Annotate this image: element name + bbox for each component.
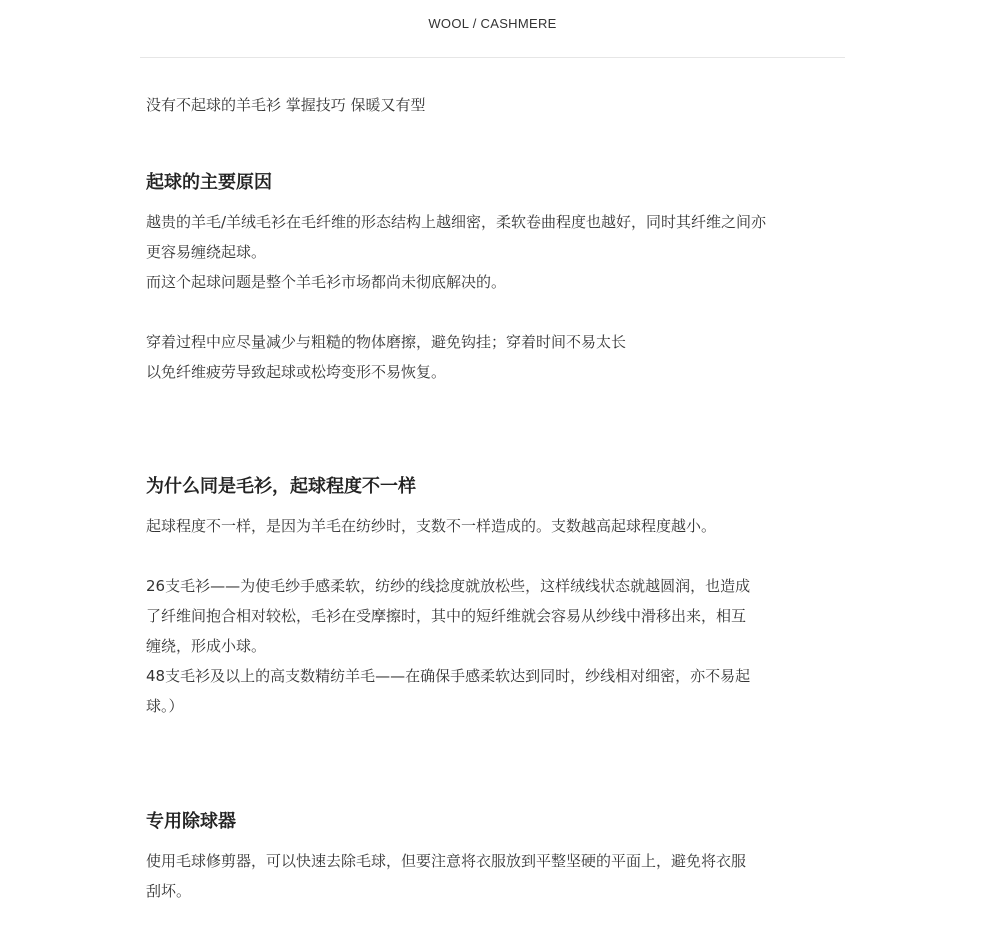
paragraph-line: 26支毛衫——为使毛纱手感柔软，纺纱的线捻度就放松些，这样绒线状态就越圆润，也造成 xyxy=(146,577,751,595)
paragraph-line: 了纤维间抱合相对较松，毛衫在受摩擦时，其中的短纤维就会容易从纱线中滑移出来，相互 xyxy=(146,607,747,625)
section-heading-pill-remover: 专用除球器 xyxy=(146,811,236,832)
paragraph-line: 而这个起球问题是整个羊毛衫市场都尚未彻底解决的。 xyxy=(146,273,507,291)
paragraph-line: 刮坏。 xyxy=(146,882,192,900)
page-header xyxy=(140,0,845,58)
article-intro: 没有不起球的羊毛衫 掌握技巧 保暖又有型 xyxy=(146,96,426,114)
paragraph-line: 球。） xyxy=(146,697,184,715)
paragraph-line: 越贵的羊毛/羊绒毛衫在毛纤维的形态结构上越细密，柔软卷曲程度也越好，同时其纤维之间亦 xyxy=(146,213,767,231)
paragraph-line: 更容易缠绕起球。 xyxy=(146,243,267,261)
paragraph-line: 穿着过程中应尽量减少与粗糙的物体磨擦，避免钩挂；穿着时间不易太长 xyxy=(146,333,627,351)
paragraph-line: 使用毛球修剪器，可以快速去除毛球，但要注意将衣服放到平整坚硬的平面上，避免将衣服 xyxy=(146,852,747,870)
paragraph-line: 起球程度不一样，是因为羊毛在纺纱时，支数不一样造成的。支数越高起球程度越小。 xyxy=(146,517,717,535)
paragraph-line: 缠绕，形成小球。 xyxy=(146,637,267,655)
paragraph-line: 48支毛衫及以上的高支数精纺羊毛——在确保手感柔软达到同时，纱线相对细密，亦不易起 xyxy=(146,667,751,685)
paragraph-line: 以免纤维疲劳导致起球或松垮变形不易恢复。 xyxy=(146,363,447,381)
header-title: WOOL / CASHMERE xyxy=(428,16,557,31)
section-heading-pilling-differences: 为什么同是毛衫，起球程度不一样 xyxy=(146,476,416,497)
section-heading-pilling-causes: 起球的主要原因 xyxy=(146,172,272,193)
